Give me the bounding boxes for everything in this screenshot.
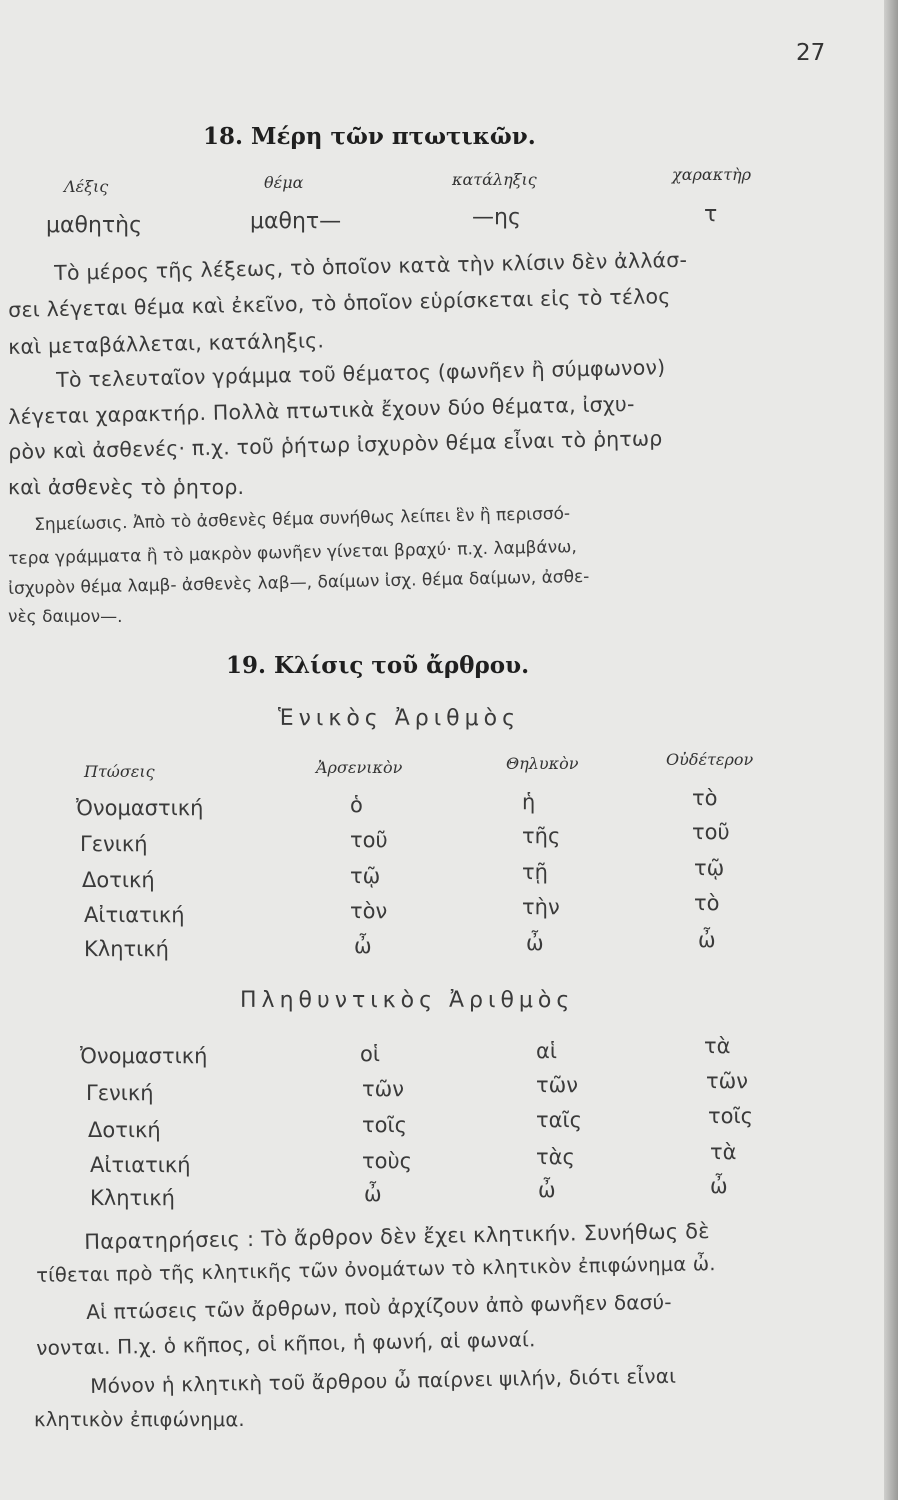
remarks-line: νονται. Π.χ. ὁ κῆπος, οἱ κῆποι, ἡ φωνή, αἱ φωναί. [36,1327,536,1360]
article-masculine: τοῖς [362,1113,407,1137]
case-label: Κλητική [90,1186,175,1210]
text-line: ρὸν καὶ ἀσθενές· π.χ. τοῦ ῥήτωρ ἰσχυρὸν θέμα εἶναι τὸ ῥητωρ [8,426,663,464]
article-neuter: τοῦ [692,820,730,844]
header-thelykon: Θηλυκὸν [506,754,579,773]
article-neuter: ὦ [698,928,716,952]
remarks-line: τίθεται πρὸ τῆς κλητικῆς τῶν ὀνομάτων τὸ κλητικὸν ἐπιφώνημα ὦ. [36,1252,716,1287]
case-label: Γενική [86,1081,154,1105]
page-edge [884,0,898,1500]
case-label: Ὀνομαστική [80,1044,208,1068]
article-masculine: ὁ [350,793,363,817]
case-label: Γενική [80,832,148,856]
article-masculine: ὦ [354,934,372,958]
header-lexis: Λέξις [64,177,109,196]
article-neuter: τῶν [706,1069,748,1093]
remarks-line: Παρατηρήσεις : Τὸ ἄρθρον δὲν ἔχει κλητικήν. Συνήθως δὲ [84,1219,710,1254]
article-neuter: τοῖς [708,1104,753,1128]
article-neuter: τῷ [694,856,725,880]
header-ptoseis: Πτώσεις [84,762,155,781]
remarks-line: Μόνον ἡ κλητικὴ τοῦ ἄρθρου ὦ παίρνει ψιλήν, διότι εἶναι [90,1363,677,1398]
case-label: Δοτική [88,1118,161,1142]
header-charakter: χαρακτὴρ [672,165,752,184]
article-feminine: τὴν [522,895,560,919]
article-neuter: ὦ [710,1174,728,1198]
article-neuter: τὸ [694,891,720,915]
note-line: ἰσχυρὸν θέμα λαμβ- ἀσθενὲς λαβ—, δαίμων ἰσχ. θέμα δαίμων, ἀσθε- [8,566,590,599]
case-label: Αἰτιατική [84,903,185,927]
value-lexis: μαθητὴς [46,213,143,238]
article-feminine: ταῖς [536,1108,582,1132]
note-line: Σημείωσις. Ἀπὸ τὸ ἀσθενὲς θέμα συνήθως λείπει ἓν ἢ περισσό- [34,503,571,535]
plural-label: Πληθυντικὸς Ἀριθμὸς [240,988,575,1013]
text-line: καὶ μεταβάλλεται, κατάληξις. [8,328,325,359]
article-masculine: τῷ [350,864,381,888]
header-oudeteron: Οὐδέτερον [666,750,754,769]
article-masculine: οἱ [360,1042,380,1066]
case-label: Αἰτιατική [90,1153,191,1177]
case-label: Κλητική [84,937,169,961]
remarks-line: Αἱ πτώσεις τῶν ἄρθρων, ποὺ ἀρχίζουν ἀπὸ φωνῆεν δασύ- [86,1289,672,1324]
text-line: σει λέγεται θέμα καὶ ἐκεῖνο, τὸ ὁποῖον εὑρίσκεται εἰς τὸ τέλος [8,284,671,322]
article-masculine: τὸν [350,899,388,923]
article-feminine: τὰς [536,1145,575,1169]
header-arsenikon: Ἀρσενικὸν [316,758,403,777]
article-feminine: ὦ [538,1178,556,1202]
header-thema: θέμα [264,173,304,192]
value-katalexis: —ης [472,205,521,230]
header-katalexis: κατάληξις [452,170,537,189]
section-18-heading: 18. Μέρη τῶν πτωτικῶν. [203,123,536,150]
page-number: 27 [796,40,826,66]
article-neuter: τὰ [704,1034,731,1058]
article-neuter: τὰ [710,1140,737,1164]
note-line: τερα γράμματα ἢ τὸ μακρὸν φωνῆεν γίνεται βραχύ· π.χ. λαμβάνω, [8,537,577,569]
article-masculine: τοῦ [350,828,388,852]
article-feminine: τῇ [522,860,548,884]
article-masculine: ὦ [364,1182,382,1206]
note-line: νὲς δαιμον—. [8,607,123,627]
text-line: Τὸ τελευταῖον γράμμα τοῦ θέματος (φωνῆεν ἢ σύμφωνον) [56,355,666,392]
remarks-line: κλητικὸν ἐπιφώνημα. [34,1408,245,1431]
singular-label: Ἑνικὸς Ἀριθμὸς [278,706,520,731]
section-19-heading: 19. Κλίσις τοῦ ἄρθρου. [226,652,530,679]
value-thema: μαθητ— [250,209,342,234]
article-feminine: αἱ [536,1039,557,1063]
article-feminine: τῶν [536,1073,578,1097]
text-line: λέγεται χαρακτήρ. Πολλὰ πτωτικὰ ἔχουν δύο θέματα, ἰσχυ- [8,391,635,429]
article-masculine: τοὺς [362,1149,412,1173]
case-label: Δοτική [82,868,155,892]
article-feminine: τῆς [522,824,561,848]
case-label: Ὀνομαστική [76,796,204,820]
article-feminine: ἡ [522,790,536,814]
text-line: καὶ ἀσθενὲς τὸ ῥητορ. [8,475,245,499]
article-feminine: ὦ [526,931,544,955]
text-line: Τὸ μέρος τῆς λέξεως, τὸ ὁποῖον κατὰ τὴν κλίσιν δὲν ἀλλάσ- [54,247,688,285]
article-neuter: τὸ [692,786,718,810]
value-charakter: τ [704,202,718,227]
article-masculine: τῶν [362,1077,404,1101]
